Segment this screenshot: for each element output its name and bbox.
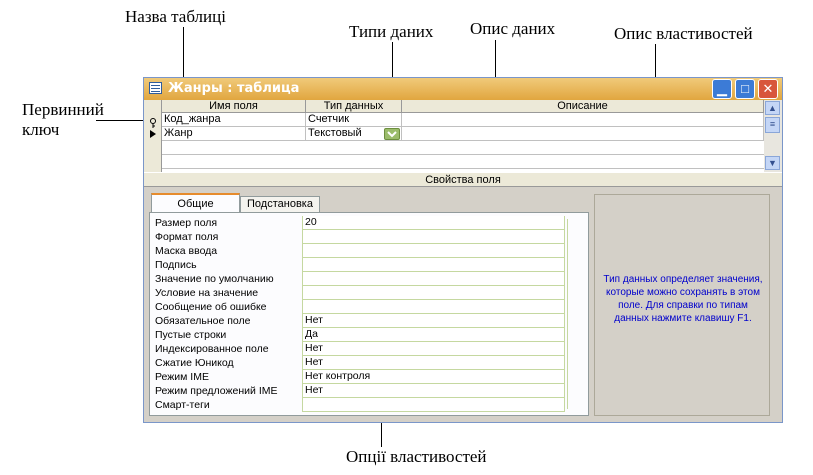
annotation-data-types: Типи даних	[349, 22, 434, 41]
property-label: Индексированное поле	[155, 343, 269, 355]
header-description[interactable]: Описание	[402, 100, 764, 113]
property-row[interactable]	[155, 384, 565, 398]
property-label: Размер поля	[155, 217, 218, 229]
property-label: Условие на значение	[155, 287, 259, 299]
property-label: Режим предложений IME	[155, 385, 278, 397]
field-name-cell[interactable]: Жанр	[162, 127, 306, 140]
property-value[interactable]: Нет	[302, 342, 565, 356]
grid-scrollbar[interactable]	[764, 100, 782, 172]
property-row[interactable]	[155, 230, 565, 244]
data-type-cell[interactable]: Счетчик	[306, 113, 402, 126]
property-value[interactable]	[302, 398, 565, 412]
property-label: Подпись	[155, 259, 197, 271]
property-value[interactable]	[302, 244, 565, 258]
scroll-up-button[interactable]: ▲	[765, 101, 780, 115]
data-type-dropdown-button[interactable]	[384, 128, 400, 140]
annotation-primary-key-line1: Первинний	[22, 100, 104, 119]
annotation-property-description: Опис властивостей	[614, 24, 753, 43]
primary-key-icon	[148, 115, 158, 125]
table-icon	[149, 82, 162, 94]
property-row[interactable]	[155, 328, 565, 342]
property-label: Режим IME	[155, 371, 209, 383]
panel-inner-line	[567, 219, 568, 409]
annotation-property-options: Опції властивостей	[346, 447, 487, 466]
window-title: Жанры : таблица	[168, 81, 300, 96]
annotation-data-description: Опис даних	[470, 19, 556, 38]
field-row-key[interactable]	[162, 113, 764, 127]
maximize-button[interactable]: □	[735, 79, 755, 99]
property-value[interactable]: Нет	[302, 356, 565, 370]
property-label: Смарт-теги	[155, 399, 210, 411]
property-row[interactable]	[155, 258, 565, 272]
tab-general[interactable]: Общие	[151, 193, 240, 213]
property-value[interactable]	[302, 258, 565, 272]
field-grid	[144, 100, 764, 172]
help-panel	[594, 194, 770, 416]
property-row[interactable]	[155, 398, 565, 412]
property-label: Пустые строки	[155, 329, 227, 341]
property-row[interactable]	[155, 356, 565, 370]
property-value[interactable]	[302, 272, 565, 286]
header-field-name[interactable]: Имя поля	[162, 100, 306, 113]
property-label: Обязательное поле	[155, 315, 251, 327]
properties-list	[155, 216, 565, 416]
property-row[interactable]	[155, 300, 565, 314]
property-label: Формат поля	[155, 231, 219, 243]
field-row-empty[interactable]	[162, 155, 764, 169]
field-row-empty[interactable]	[162, 141, 764, 155]
title-bar[interactable]	[144, 78, 782, 100]
property-row[interactable]	[155, 286, 565, 300]
property-value[interactable]	[302, 286, 565, 300]
field-name-cell[interactable]: Код_жанра	[162, 113, 306, 126]
annotation-table-name: Назва таблиці	[125, 7, 226, 26]
property-label: Сообщение об ошибке	[155, 301, 267, 313]
property-row[interactable]	[155, 272, 565, 286]
description-cell[interactable]	[402, 127, 764, 140]
property-value[interactable]: Нет	[302, 384, 565, 398]
property-value[interactable]: Да	[302, 328, 565, 342]
data-type-cell[interactable]: Текстовый	[306, 127, 402, 140]
description-cell[interactable]	[402, 113, 764, 126]
scroll-down-button[interactable]: ▼	[765, 156, 780, 170]
property-value[interactable]	[302, 230, 565, 244]
property-value[interactable]: 20	[302, 216, 565, 230]
property-label: Маска ввода	[155, 245, 218, 257]
property-label: Сжатие Юникод	[155, 357, 234, 369]
property-row[interactable]	[155, 342, 565, 356]
header-data-type[interactable]: Тип данных	[306, 100, 402, 113]
field-row-current[interactable]	[162, 127, 764, 141]
close-button[interactable]: ✕	[758, 79, 778, 99]
property-row[interactable]	[155, 314, 565, 328]
property-label: Значение по умолчанию	[155, 273, 274, 285]
chevron-down-icon	[385, 129, 399, 139]
property-row[interactable]	[155, 370, 565, 384]
current-row-arrow-icon	[150, 130, 156, 138]
field-properties-title: Свойства поля	[144, 172, 782, 187]
tab-lookup[interactable]: Подстановка	[240, 196, 320, 212]
property-value[interactable]: Нет контроля	[302, 370, 565, 384]
property-value[interactable]: Нет	[302, 314, 565, 328]
annotation-primary-key-line2: ключ	[22, 120, 60, 139]
property-row[interactable]	[155, 216, 565, 230]
scroll-thumb[interactable]: ≡	[765, 117, 780, 133]
property-row[interactable]	[155, 244, 565, 258]
minimize-button[interactable]: ▁	[712, 79, 732, 99]
property-value[interactable]	[302, 300, 565, 314]
help-text: Тип данных определяет значения, которые можно сохранять в этом поле. Для справки по типам данных нажмите клавишу F1.	[603, 274, 763, 324]
